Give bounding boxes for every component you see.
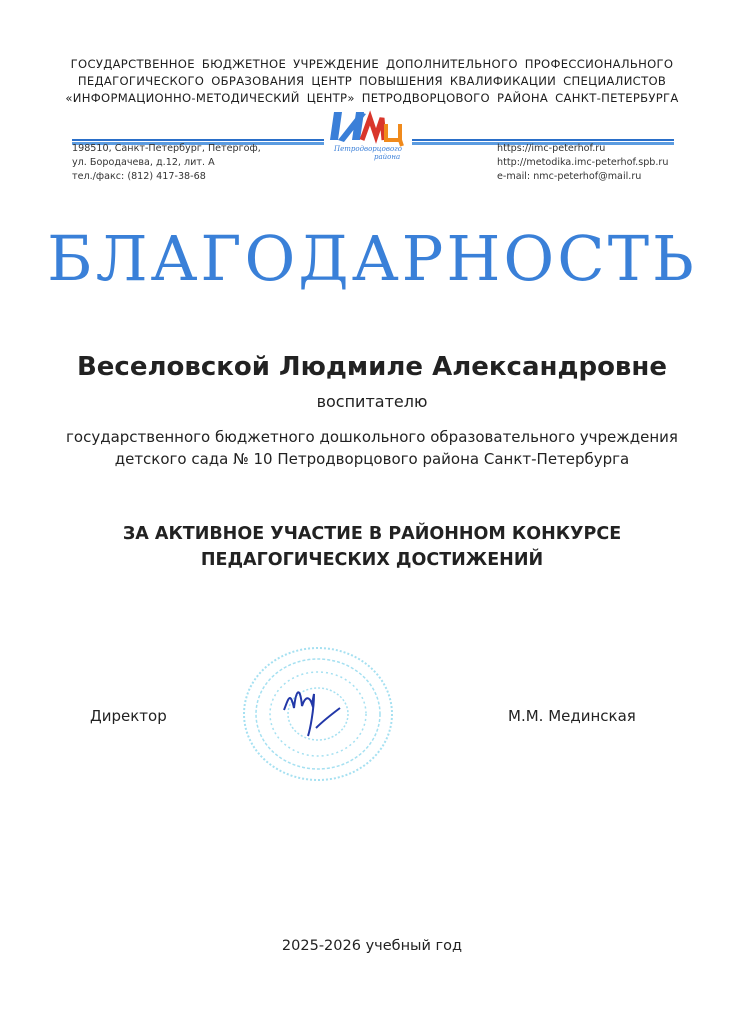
website-link[interactable]: https://imc-peterhof.ru (497, 143, 606, 154)
signature-role: Директор (90, 707, 167, 725)
contacts-block (497, 142, 668, 184)
header-line-3: «ИНФОРМАЦИОННО-МЕТОДИЧЕСКИЙ ЦЕНТР» ПЕТРОДВОРЦОВОГО РАЙОНА САНКТ-ПЕТЕРБУРГА (65, 91, 679, 105)
header-line-2: ПЕДАГОГИЧЕСКОГО ОБРАЗОВАНИЯ ЦЕНТР ПОВЫШЕНИЯ КВАЛИФИКАЦИИ СПЕЦИАЛИСТОВ (77, 74, 667, 88)
address-block (72, 142, 261, 184)
address-line: ул. Бородачева, д.12, лит. А (72, 157, 215, 168)
academic-year: 2025-2026 учебный год (281, 938, 463, 954)
imc-logo (326, 106, 412, 162)
document-title: БЛАГОДАРНОСТЬ (47, 222, 697, 295)
logo-caption-1: Петродворцового (334, 145, 402, 153)
address-line: 198510, Санкт-Петербург, Петергоф, (72, 143, 261, 154)
metodika-link[interactable]: http://metodika.imc-peterhof.spb.ru (497, 157, 669, 168)
organization-line-2: детского сада № 10 Петродворцового района Санкт-Петербурга (114, 450, 630, 468)
recipient-position: воспитателю (316, 392, 428, 411)
reason-line-1: ЗА АКТИВНОЕ УЧАСТИЕ В РАЙОННОМ КОНКУРСЕ (122, 524, 622, 544)
signature-name: М.М. Мединская (508, 707, 636, 725)
email-link[interactable]: e-mail: nmc-peterhof@mail.ru (497, 171, 642, 182)
director-signature (280, 680, 350, 740)
logo-caption-2: района (374, 153, 401, 161)
phone-line: тел./факс: (812) 417-38-68 (72, 171, 206, 182)
header-line-1: ГОСУДАРСТВЕННОЕ БЮДЖЕТНОЕ УЧРЕЖДЕНИЕ ДОПОЛНИТЕЛЬНОГО ПРОФЕССИОНАЛЬНОГО (70, 57, 674, 71)
organization-line-1: государственного бюджетного дошкольного образовательного учреждения (66, 428, 678, 446)
recipient-name: Веселовской Людмиле Александровне (76, 352, 667, 382)
reason-line-2: ПЕДАГОГИЧЕСКИХ ДОСТИЖЕНИЙ (200, 550, 544, 570)
